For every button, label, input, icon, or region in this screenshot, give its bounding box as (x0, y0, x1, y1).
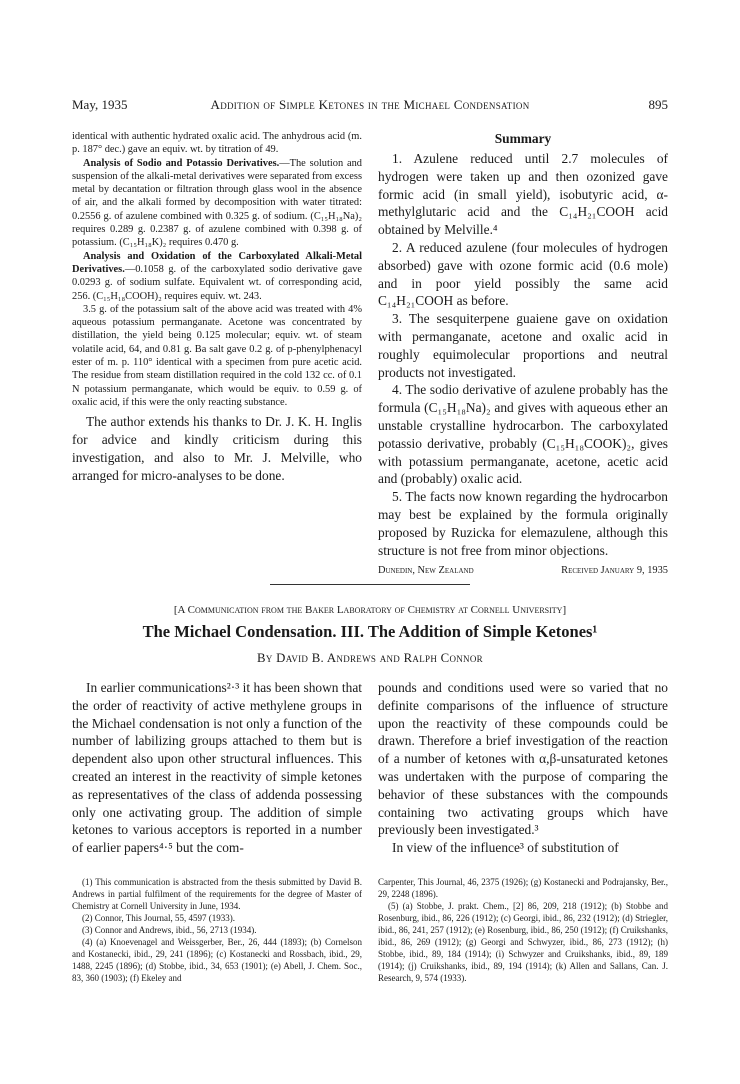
paragraph-heading: Analysis of Sodio and Potassio Derivatives. (83, 157, 280, 169)
footnotes-left (72, 876, 362, 984)
communication-line: [A Communication from the Baker Laboratory of Chemistry at Cornell University] (173, 604, 567, 616)
summary-section (378, 130, 668, 579)
page-number: 895 (648, 97, 668, 112)
footnote: (2) Connor, This Journal, 55, 4597 (1933). (82, 913, 235, 923)
acknowledgement-text: The author extends his thanks to Dr. J. K. H. Inglis for advice and kindly criticism during this investigation, and also to Mr. J. Melville, who arranged for micro-analyses to be done. (72, 414, 362, 483)
article-body-right (378, 679, 668, 857)
footnote: (5) (a) Stobbe, J. prakt. Chem., [2] 86, 209, 218 (1912); (b) Stobbe and Rosenburg, ibid., 86, 226 (1912); (c) Georgi, ibid., 86, 232 (1912); (d) Striegler, ibid., 86, 241, 257 (1912); (e) Rosenburg, ibid., 86, 250 (1912); (f) Cruikshanks, ibid., 86, 269 (1912); (g) Georgi and Schwyzer, ibid., 86, 273 (1912); (h) Stobbe, ibid., 89, 184 (1914); (i) Schwyzer and Cruikshanks, ibid., 89, 189 (1914); (j) Cruikshanks, ibid., 89, 194 (1914); (k) Allen and Sallans, Can. J. Research, 9, 574 (1933). (378, 901, 668, 983)
paragraph: 3.5 g. of the potassium salt of the above acid was treated with 4% aqueous potassium permanganate. Acetone was concentrated by distillation, the yield being 0.125 molecular; equiv. wt. of steam volatile acid, 64, and 0.81 g. Ba salt gave 0.2 g. of p-phenylphenacyl ester of m. p. 110° identical with a specimen from pure acetic acid. The residue from steam distillation required in the cold 132 cc. of 0.1 N potassium permanganate, which would be equiv. to 0.59 g. of oxalic acid, if this were the only reacting substance. (72, 303, 362, 408)
paragraph: pounds and conditions used were so varied that no definite comparisons of the influence of structure upon the reactivity of these compounds could be drawn. Therefore a brief investigation of the reaction of a number of ketones with α,β-unsaturated ketones was undertaken with the purpose of comparing the behavior of these substances with the compounds containing two activating groups which have previously been investigated.³ (378, 680, 668, 838)
affiliation-line (378, 565, 668, 579)
summary-item: 5. The facts now known regarding the hydrocarbon may best be explained by the formula originally proposed by Ruzicka for elemazulene, although this structure is not free from minor objections. (378, 489, 668, 558)
summary-list (378, 150, 668, 559)
article-authors: By David B. Andrews and Ralph Connor (257, 651, 483, 665)
paragraph: identical with authentic hydrated oxalic acid. The anhydrous acid (m. p. 187° dec.) gave an equiv. wt. by titration of 49. (72, 131, 362, 156)
summary-heading: Summary (494, 131, 552, 146)
running-header (72, 97, 668, 115)
header-date: May, 1935 (72, 97, 128, 112)
experimental-continuation (72, 130, 362, 484)
footnote: Carpenter, This Journal, 46, 2375 (1926); (g) Kostanecki and Podrajansky, Ber., 29, 2248 (1896). (378, 877, 668, 899)
article-body-left (72, 679, 362, 857)
acknowledgement (72, 413, 362, 484)
footnote: (3) Connor and Andrews, ibid., 56, 2713 (1934). (82, 925, 257, 935)
paragraph: In view of the influence³ of substitution of (392, 840, 619, 856)
summary-item: 3. The sesquiterpene guaiene gave on oxidation with permanganate, acetone and oxalic acid in roughly equimolecular proportions and neutral products not investigated. (378, 311, 668, 380)
paragraph-text: —0.1058 g. of the carboxylated sodio derivative gave 0.0293 g. of sodium sulfate. Equivalent wt. of corresponding acid, 256. (C₁₅H₁₈COOH)₂ requires equiv. wt. 243. (72, 263, 362, 302)
footnotes-right (378, 876, 668, 984)
article-title: The Michael Condensation. III. The Addition of Simple Ketones¹ (142, 622, 598, 641)
received-date: Received January 9, 1935 (561, 565, 668, 577)
paragraph (72, 157, 362, 250)
summary-item: 2. A reduced azulene (four molecules of hydrogen absorbed) gave with ozone formic acid (0.6 mole) and in poor yield possibly the same acid C₁₄H₂₁COOH as before. (378, 239, 668, 309)
footnote: (1) This communication is abstracted from the thesis submitted by David B. Andrews in partial fulfilment of the requirements for the degree of Master of Chemistry at Cornell University in June, 1934. (72, 877, 362, 911)
header-title: Addition of Simple Ketones in the Michael Condensation (210, 97, 530, 112)
footnote: (4) (a) Knoevenagel and Weissgerber, Ber., 26, 444 (1893); (b) Cornelson and Kostanecki, ibid., 29, 241 (1896); (c) Kostanecki and Rossbach, ibid., 29, 1488, 2245 (1896); (d) Stobbe, ibid., 34, 653 (1901); (e) Abell, J. Chem. Soc., 83, 360 (1903); (f) Ekeley and (72, 937, 362, 983)
section-divider (270, 584, 470, 585)
summary-item: 1. Azulene reduced until 2.7 molecules of hydrogen were taken up and then ozonized gave formic acid (in small yield), isobutyric acid, α-methylglutaric acid and the C₁₄H₂₁COOH acid obtained by Melville.⁴ (378, 151, 668, 238)
paragraph-heading: Analysis and Oxidation of the Carboxylated Alkali-Metal Derivatives. (72, 250, 362, 275)
paragraph-text: —The solution and suspension of the alkali-metal derivatives were separated from excess metal by decantation or filtration through glass wool in the absence of air, and the alkali formed by decomposition with water titrated: 0.2556 g. of azulene combined with 0.325 g. of sodium. (C₁₅H₁₈Na)₂ requires 0.289 g. 0.2387 g. of azulene combined with 0.398 g. of potassium. (C₁₅H₁₈K)₂ requires 0.470 g. (72, 157, 363, 249)
paragraph: In earlier communications²·³ it has been shown that the order of reactivity of active methylene groups in the Michael condensation is not only a function of the number of labilizing groups attached to them but is dependent also upon other structural influences. This created an interest in the reactivity of simple ketones as representatives of the class of addenda possessing only one activating group. The addition of simple ketones to various acceptors is reported in a number of earlier papers⁴·⁵ but the com- (72, 680, 362, 856)
city: Dunedin, New Zealand (378, 565, 474, 577)
paragraph (72, 250, 362, 303)
summary-item: 4. The sodio derivative of azulene probably has the formula (C₁₅H₁₈Na)₂ and gives with aqueous ether an unstable crystalline hydrocarbon. The carboxylated potassio derivative, probably (C₁₅H₁₈COOK)₂, gives with potassium permanganate, acetone, acetic acid and (probably) oxalic acid. (378, 382, 668, 487)
